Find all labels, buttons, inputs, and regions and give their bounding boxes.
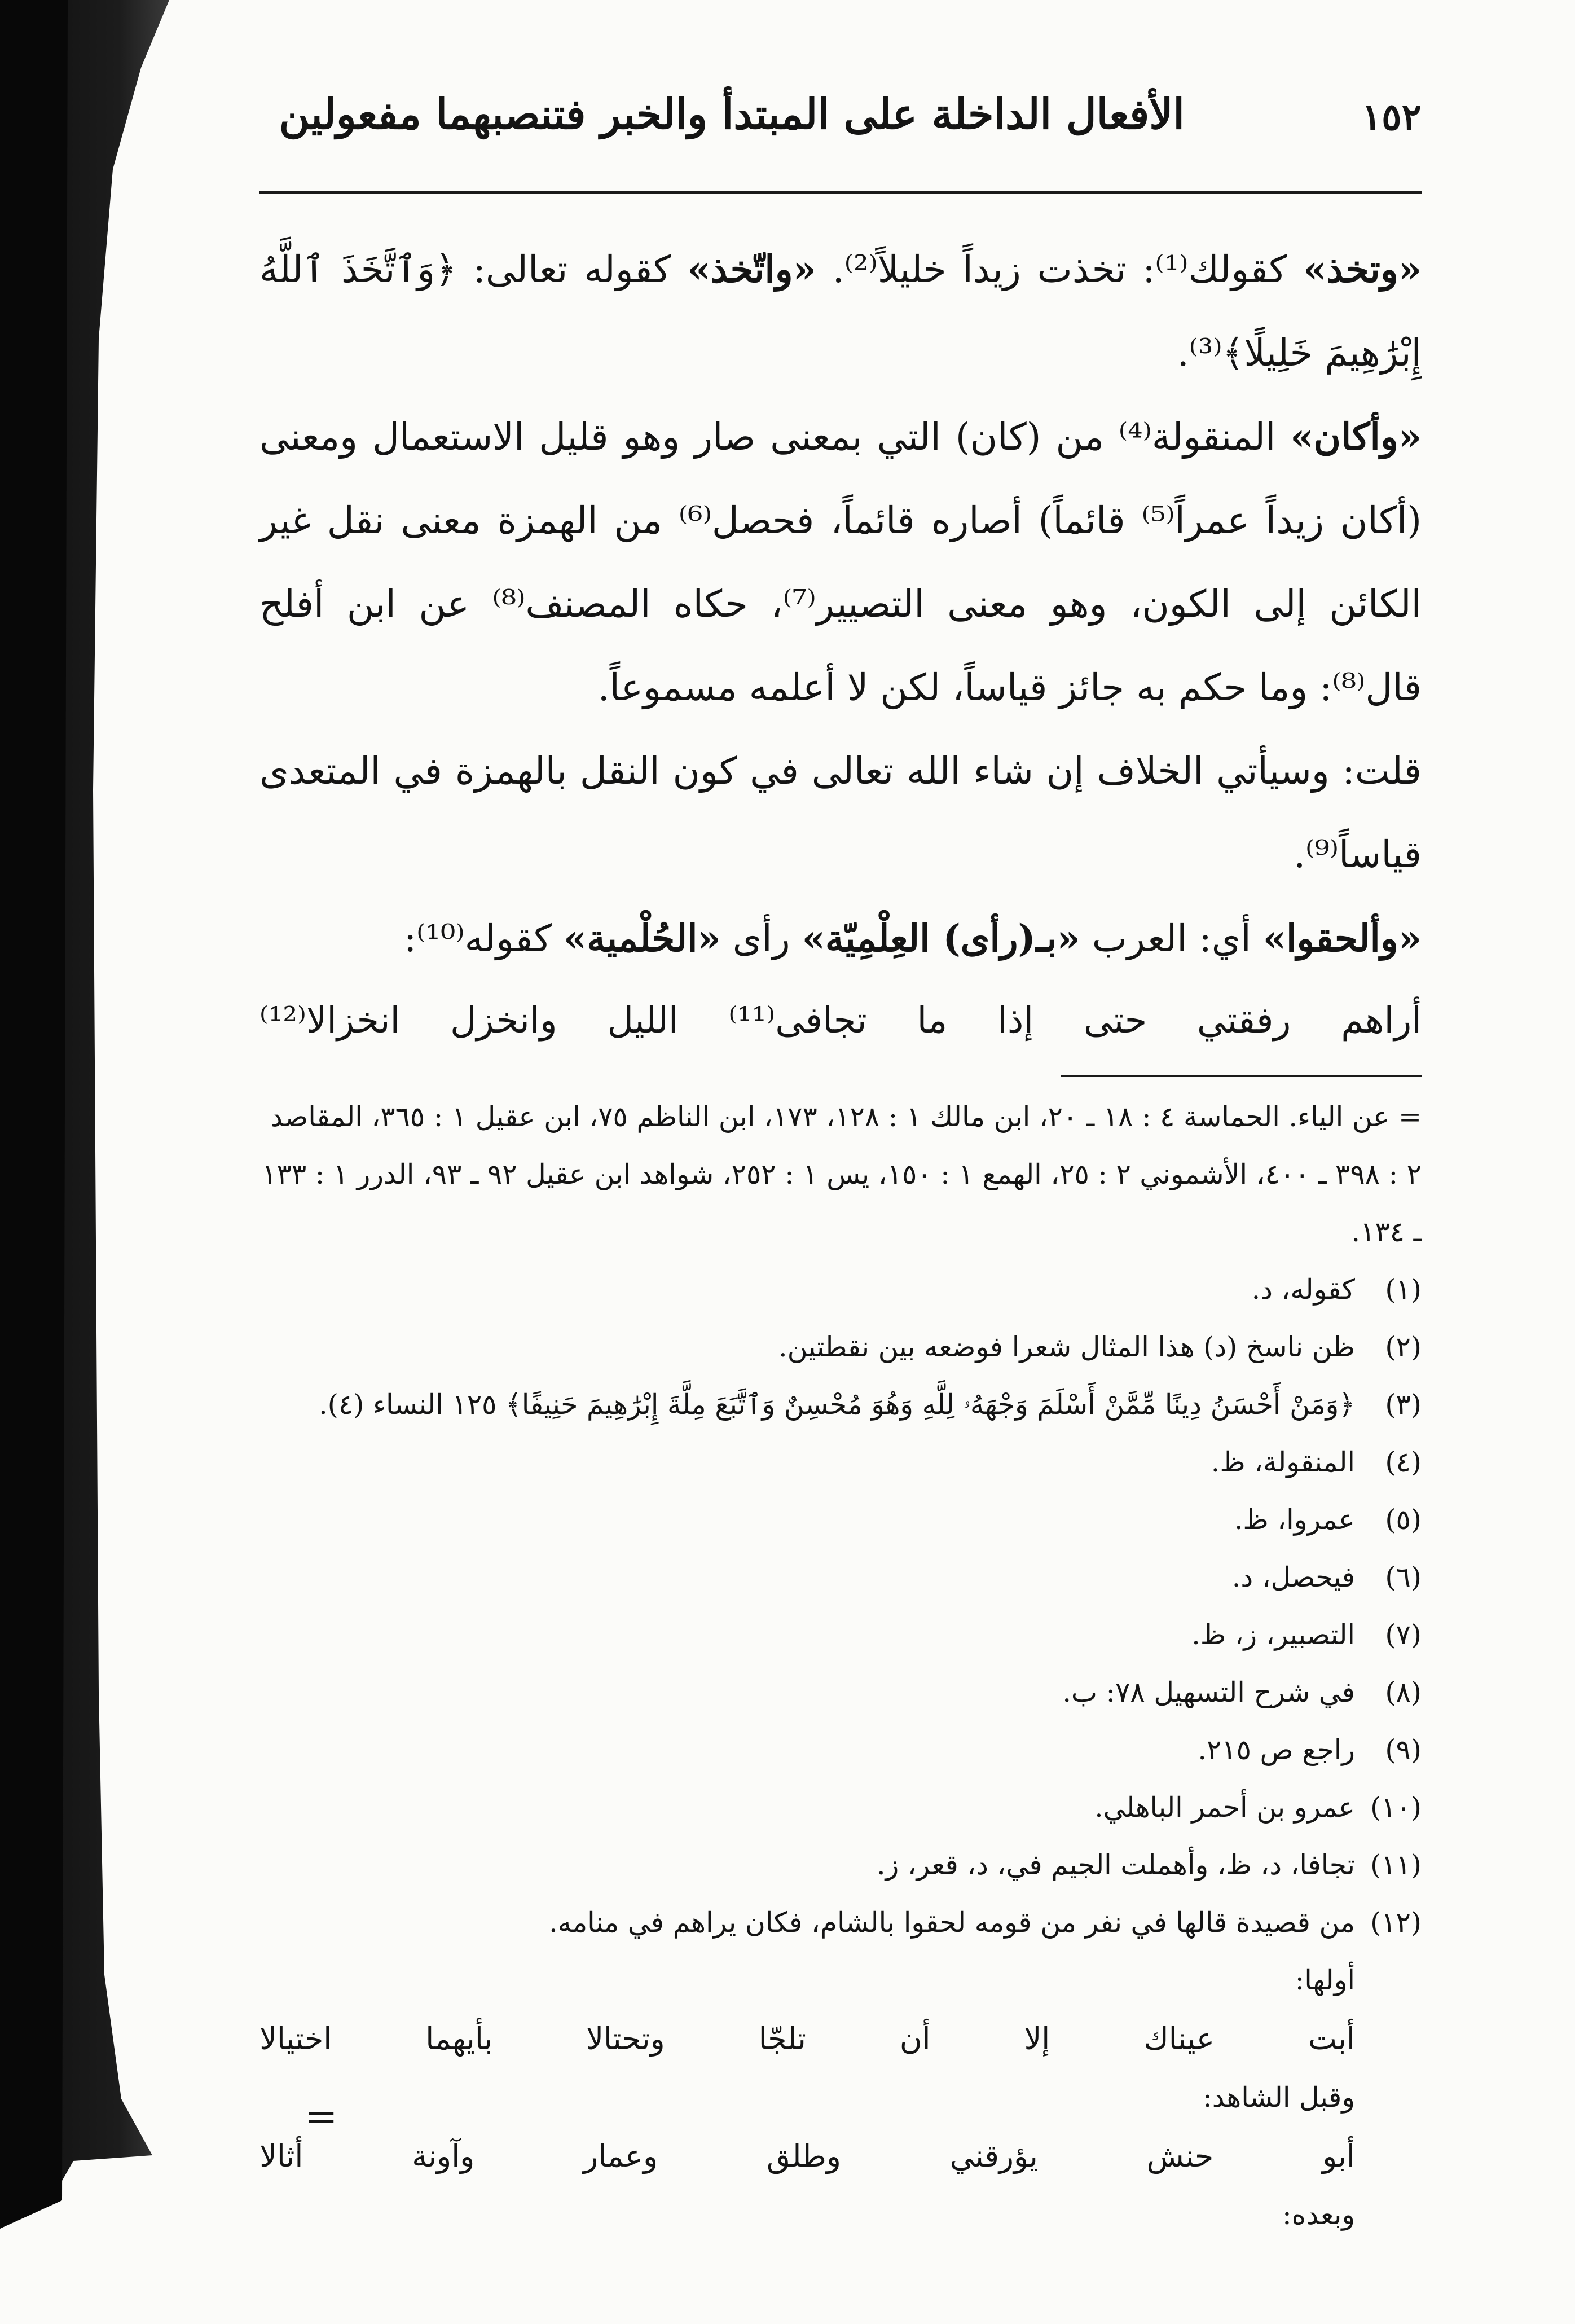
verse-word: تلجّا (758, 2021, 806, 2057)
verse-word: ما (917, 1000, 948, 1042)
footnote-text: تجافا، د، ظ، وأهملت الجيم في، د، قعر، ز. (877, 1849, 1355, 1881)
footnote-text: التصبير، ز، ظ. (1191, 1619, 1355, 1651)
paragraph-alhaqu (259, 897, 1422, 981)
footnote-number: (١٢) (1370, 1906, 1422, 1939)
footnote-item (259, 1376, 1422, 1434)
main-text (259, 227, 1422, 981)
verse-word: أثالا (259, 2138, 303, 2174)
footnote-verse (259, 2009, 1422, 2069)
footnote-item (259, 1319, 1422, 1376)
footnote-text: المنقولة، ظ. (1211, 1446, 1355, 1478)
footnote-text: عمروا، ظ. (1234, 1504, 1355, 1536)
footnote-label: وقبل الشاهد: (1203, 2081, 1355, 2114)
header-rule (259, 191, 1422, 194)
footnote-number: (٥) (1385, 1504, 1422, 1536)
footnotes (259, 1088, 1422, 2244)
verse-word: وانخزل (450, 1000, 557, 1042)
verse-word: أراهم (1341, 1000, 1422, 1042)
footnote-number: (٤) (1385, 1446, 1422, 1478)
verse-word: اختيالا (259, 2021, 332, 2057)
book-binding-shadow (0, 0, 169, 2324)
verse-word: الليل (607, 1000, 679, 1042)
text-run: كقوله⁽¹⁰⁾: (403, 917, 564, 960)
footnote-text: فيحصل، د. (1231, 1561, 1355, 1593)
footnote-item (259, 1779, 1422, 1837)
footnote-number: (١٠) (1370, 1791, 1422, 1824)
footnote-number: (٢) (1385, 1331, 1422, 1363)
footnote-number: (١١) (1370, 1849, 1422, 1881)
verse-word: حنش (1146, 2138, 1214, 2174)
footnote-item (259, 1721, 1422, 1779)
footnote-item (259, 1837, 1422, 1894)
footnote-text: كقوله، د. (1251, 1273, 1355, 1306)
keyword: «واتّخذ» (687, 247, 816, 291)
footnote-text: ظن ناسخ (د) هذا المثال شعرا فوضعه بين نقطتين. (778, 1331, 1355, 1363)
verse-word: عيناك (1143, 2021, 1215, 2057)
verse-word: وطلق (767, 2138, 841, 2174)
verse-word: يؤرقني (949, 2138, 1038, 2174)
footnote-text: في شرح التسهيل ٧٨: ب. (1062, 1676, 1355, 1708)
keyword: «الحُلْمية» (563, 916, 721, 960)
footnote-text: من قصيدة قالها في نفر من قومه لحقوا بالشام، فكان يراهم في منامه. (549, 1906, 1355, 1939)
page-header (259, 85, 1422, 169)
footnote-verse (259, 2127, 1422, 2186)
text-run: رأى (720, 917, 802, 960)
footnote-number: (٩) (1385, 1734, 1422, 1766)
running-title: الأفعال الداخلة على المبتدأ والخبر فتنصبهما مفعولين (279, 90, 1185, 139)
text-run: كقولك⁽¹⁾: تخذت زيداً خليلاً⁽²⁾. (816, 248, 1304, 291)
paragraph-akana (259, 395, 1422, 730)
continuation-mark: = (305, 2093, 338, 2140)
paragraph-qultu: قلت: وسيأتي الخلاف إن شاء الله تعالى في كون النقل بالهمزة في المتعدى قياساً⁽⁹⁾. (259, 749, 1422, 876)
verse-word: رفقتي (1196, 1000, 1291, 1042)
keyword: «وأكان» (1290, 415, 1422, 459)
verse-word: أن (899, 2021, 931, 2057)
footnote-number: (٨) (1385, 1676, 1422, 1708)
footnote-item (259, 1664, 1422, 1721)
footnote-text: عمرو بن أحمر الباهلي. (1094, 1791, 1355, 1824)
verse-word: وعمار (583, 2138, 658, 2174)
verse-word: إلا (1024, 2021, 1050, 2057)
verse-word: إذا (997, 1000, 1034, 1042)
text-run: أي: العرب (1080, 917, 1263, 960)
keyword: «بـ(رأى) العِلْمِيّة» (802, 916, 1080, 960)
footnote-item (259, 1894, 1422, 1952)
footnote-item (259, 1261, 1422, 1319)
verse-word: وآونة (412, 2138, 475, 2174)
footnote-number: (٣) (1385, 1389, 1422, 1421)
footnote-number: (٦) (1385, 1561, 1422, 1593)
verse-word: انخزالا⁽¹²⁾ (259, 1000, 401, 1042)
verse-word: حتى (1083, 1000, 1147, 1042)
poetry-verse (259, 1000, 1422, 1042)
footnote-number: (٧) (1385, 1619, 1422, 1651)
footnote-item (259, 1549, 1422, 1606)
footnote-number: (١) (1385, 1273, 1422, 1306)
footnote-item (259, 1434, 1422, 1491)
footnote-label: أولها: (1295, 1964, 1355, 1996)
footnote-separator (1061, 1075, 1422, 1077)
verse-word: بأيهما (425, 2021, 493, 2057)
text-run: المنقولة⁽⁴⁾ من (كان) التي بمعنى صار وهو قليل الاستعمال ومعنى (أكان زيداً عمراً⁽⁵⁾ قائماً) أصاره قائماً، فحصل⁽⁶⁾ من الهمزة معنى نقل غير الكائن إلى الكون، وهو معنى التصيير⁽⁷⁾، حكاه المصنف⁽⁸⁾ عن ابن أفلح قال⁽⁸⁾: وما حكم به جائز قياساً، لكن لا أعلمه مسموعاً. (259, 415, 1422, 709)
footnote-text: راجع ص ٢١٥. (1198, 1734, 1355, 1766)
paragraph-takhidha (259, 227, 1422, 395)
footnote-continued: = عن الياء. الحماسة ٤ : ١٨ ـ ٢٠، ابن مالك ١ : ١٢٨، ١٧٣، ابن الناظم ٧٥، ابن عقيل ١ : ٣٦٥، المقاصد ٢ : ٣٩٨ ـ ٤٠٠، الأشموني ٢ : ٢٥، الهمع ١ : ١٥٠، يس ١ : ٢٥٢، شواهد ابن عقيل ٩٢ ـ ٩٣، الدرر ١ : ١٣٣ ـ ١٣٤. (262, 1101, 1422, 1248)
verse-word: تجافى⁽¹¹⁾ (728, 1000, 867, 1042)
footnote-item (259, 1606, 1422, 1664)
text-run: كقوله تعالى: ﴿وَٱتَّخَذَ ٱللَّهُ إِبْرَٰهِيمَ خَلِيلًا﴾⁽³⁾. (259, 248, 1422, 375)
verse-word: أبت (1308, 2021, 1355, 2057)
footnote-label: وبعده: (1282, 2199, 1355, 2231)
verse-word: أبو (1322, 2138, 1355, 2174)
page-number: ١٥٢ (1361, 95, 1422, 139)
footnote-text: ﴿وَمَنْ أَحْسَنُ دِينًا مِّمَّنْ أَسْلَمَ وَجْهَهُۥ لِلَّهِ وَهُوَ مُحْسِنٌ وَٱتَّبَعَ مِلَّةَ إِبْرَٰهِيمَ حَنِيفًا﴾ ١٢٥ النساء (٤). (319, 1389, 1355, 1421)
keyword: «وألحقوا» (1262, 916, 1422, 960)
book-page (259, 85, 1422, 2244)
keyword: «وتخذ» (1303, 247, 1422, 291)
verse-word: وتحتالا (586, 2021, 665, 2057)
footnote-item (259, 1491, 1422, 1549)
